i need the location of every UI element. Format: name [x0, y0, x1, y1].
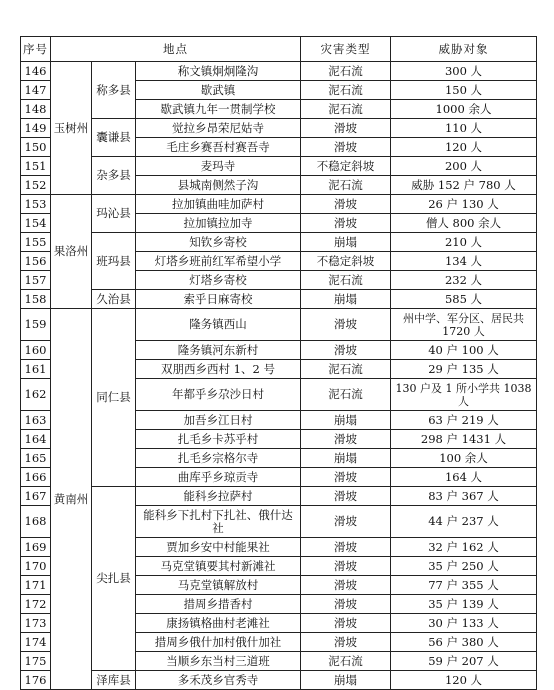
row-number: 160	[21, 341, 51, 360]
table-row	[21, 157, 537, 176]
row-number: 172	[21, 595, 51, 614]
county-cell: 同仁县	[92, 309, 136, 487]
location-cell: 索乎日麻寄校	[136, 290, 301, 309]
hazard-type-cell: 滑坡	[301, 557, 391, 576]
hazard-type-cell: 滑坡	[301, 538, 391, 557]
hazard-type-cell: 滑坡	[301, 195, 391, 214]
location-cell: 双朋西乡西村 1、2 号	[136, 360, 301, 379]
threat-cell: 120 人	[391, 671, 537, 690]
county-cell: 尖扎县	[92, 487, 136, 671]
header-location: 地点	[51, 37, 301, 62]
threat-cell: 59 户 207 人	[391, 652, 537, 671]
hazard-type-cell: 滑坡	[301, 341, 391, 360]
row-number: 155	[21, 233, 51, 252]
row-number: 161	[21, 360, 51, 379]
threat-cell: 100 余人	[391, 449, 537, 468]
row-number: 156	[21, 252, 51, 271]
row-number: 163	[21, 411, 51, 430]
threat-cell: 232 人	[391, 271, 537, 290]
location-cell: 称文镇炯炯隆沟	[136, 62, 301, 81]
location-cell: 拉加镇拉加寺	[136, 214, 301, 233]
location-cell: 歇武镇九年一贯制学校	[136, 100, 301, 119]
row-number: 175	[21, 652, 51, 671]
row-number: 152	[21, 176, 51, 195]
county-cell: 称多县	[92, 62, 136, 119]
location-cell: 措周乡俄什加村俄什加社	[136, 633, 301, 652]
hazard-type-cell: 泥石流	[301, 360, 391, 379]
location-cell: 扎毛乡宗格尔寺	[136, 449, 301, 468]
row-number: 169	[21, 538, 51, 557]
hazard-type-cell: 滑坡	[301, 576, 391, 595]
row-number: 171	[21, 576, 51, 595]
threat-cell: 26 户 130 人	[391, 195, 537, 214]
location-cell: 曲库乎乡琼贡寺	[136, 468, 301, 487]
hazard-type-cell: 崩塌	[301, 671, 391, 690]
location-cell: 措周乡措香村	[136, 595, 301, 614]
hazard-type-cell: 泥石流	[301, 62, 391, 81]
county-cell: 泽库县	[92, 671, 136, 690]
table-row	[21, 233, 537, 252]
location-cell: 隆务镇河东新村	[136, 341, 301, 360]
hazard-type-cell: 不稳定斜坡	[301, 157, 391, 176]
location-cell: 康扬镇格曲村老滩社	[136, 614, 301, 633]
threat-cell: 200 人	[391, 157, 537, 176]
table-row	[21, 671, 537, 690]
row-number: 147	[21, 81, 51, 100]
row-number: 148	[21, 100, 51, 119]
threat-cell: 110 人	[391, 119, 537, 138]
location-cell: 贾加乡安中村能果社	[136, 538, 301, 557]
location-cell: 歇武镇	[136, 81, 301, 100]
hazard-type-cell: 崩塌	[301, 290, 391, 309]
location-cell: 觉拉乡昂荣尼姑寺	[136, 119, 301, 138]
threat-cell: 298 户 1431 人	[391, 430, 537, 449]
location-cell: 能科乡拉萨村	[136, 487, 301, 506]
header-threat: 威胁对象	[391, 37, 537, 62]
threat-cell: 29 户 135 人	[391, 360, 537, 379]
row-number: 166	[21, 468, 51, 487]
hazard-type-cell: 泥石流	[301, 379, 391, 411]
location-cell: 年都乎乡尕沙日村	[136, 379, 301, 411]
threat-cell: 77 户 355 人	[391, 576, 537, 595]
row-number: 151	[21, 157, 51, 176]
hazard-type-cell: 滑坡	[301, 119, 391, 138]
table-row	[21, 290, 537, 309]
location-cell: 灯塔乡寄校	[136, 271, 301, 290]
hazard-type-cell: 泥石流	[301, 271, 391, 290]
prefecture-cell: 黄南州	[51, 309, 92, 690]
county-cell: 杂多县	[92, 157, 136, 195]
row-number: 164	[21, 430, 51, 449]
header-row	[21, 37, 537, 62]
row-number: 170	[21, 557, 51, 576]
row-number: 159	[21, 309, 51, 341]
hazard-type-cell: 滑坡	[301, 468, 391, 487]
row-number: 176	[21, 671, 51, 690]
threat-cell: 35 户 250 人	[391, 557, 537, 576]
threat-cell: 83 户 367 人	[391, 487, 537, 506]
hazard-type-cell: 滑坡	[301, 138, 391, 157]
threat-cell: 僧人 800 余人	[391, 214, 537, 233]
threat-cell: 300 人	[391, 62, 537, 81]
threat-cell: 150 人	[391, 81, 537, 100]
row-number: 153	[21, 195, 51, 214]
location-cell: 马克堂镇要其村新滩社	[136, 557, 301, 576]
hazard-type-cell: 滑坡	[301, 595, 391, 614]
threat-cell: 585 人	[391, 290, 537, 309]
threat-cell: 32 户 162 人	[391, 538, 537, 557]
location-cell: 知钦乡寄校	[136, 233, 301, 252]
threat-cell: 130 户及 1 所小学共 1038 人	[391, 379, 537, 411]
hazard-type-cell: 崩塌	[301, 411, 391, 430]
hazard-type-cell: 滑坡	[301, 214, 391, 233]
header-no: 序号	[21, 37, 51, 62]
threat-cell: 1000 余人	[391, 100, 537, 119]
table-row	[21, 487, 537, 506]
row-number: 150	[21, 138, 51, 157]
row-number: 146	[21, 62, 51, 81]
hazard-type-cell: 泥石流	[301, 100, 391, 119]
table-row	[21, 62, 537, 81]
threat-cell: 164 人	[391, 468, 537, 487]
location-cell: 隆务镇西山	[136, 309, 301, 341]
threat-cell: 35 户 139 人	[391, 595, 537, 614]
row-number: 165	[21, 449, 51, 468]
hazard-type-cell: 泥石流	[301, 652, 391, 671]
hazard-type-cell: 滑坡	[301, 309, 391, 341]
threat-cell: 40 户 100 人	[391, 341, 537, 360]
hazard-type-cell: 崩塌	[301, 233, 391, 252]
threat-cell: 120 人	[391, 138, 537, 157]
row-number: 168	[21, 506, 51, 538]
location-cell: 多禾茂乡官秀寺	[136, 671, 301, 690]
location-cell: 能科乡下扎村下扎社、俄什达社	[136, 506, 301, 538]
header-type: 灾害类型	[301, 37, 391, 62]
row-number: 158	[21, 290, 51, 309]
location-cell: 当顺乡东当村三道班	[136, 652, 301, 671]
location-cell: 拉加镇曲哇加萨村	[136, 195, 301, 214]
threat-cell: 56 户 380 人	[391, 633, 537, 652]
prefecture-cell: 果洛州	[51, 195, 92, 309]
hazard-type-cell: 滑坡	[301, 487, 391, 506]
hazard-type-cell: 泥石流	[301, 176, 391, 195]
table-row	[21, 195, 537, 214]
county-cell: 玛沁县	[92, 195, 136, 233]
location-cell: 马克堂镇解放村	[136, 576, 301, 595]
hazard-type-cell: 不稳定斜坡	[301, 252, 391, 271]
row-number: 154	[21, 214, 51, 233]
row-number: 157	[21, 271, 51, 290]
threat-cell: 134 人	[391, 252, 537, 271]
county-cell: 囊谦县	[92, 119, 136, 157]
row-number: 167	[21, 487, 51, 506]
hazard-type-cell: 滑坡	[301, 506, 391, 538]
row-number: 173	[21, 614, 51, 633]
threat-cell: 63 户 219 人	[391, 411, 537, 430]
county-cell: 班玛县	[92, 233, 136, 290]
county-cell: 久治县	[92, 290, 136, 309]
table-row	[21, 119, 537, 138]
location-cell: 加吾乡江日村	[136, 411, 301, 430]
row-number: 174	[21, 633, 51, 652]
threat-cell: 44 户 237 人	[391, 506, 537, 538]
row-number: 162	[21, 379, 51, 411]
hazard-type-cell: 滑坡	[301, 614, 391, 633]
hazard-type-cell: 滑坡	[301, 430, 391, 449]
threat-cell: 州中学、军分区、居民共 1720 人	[391, 309, 537, 341]
hazard-table	[20, 36, 537, 690]
threat-cell: 30 户 133 人	[391, 614, 537, 633]
location-cell: 县城南侧然子沟	[136, 176, 301, 195]
table-row	[21, 309, 537, 341]
location-cell: 灯塔乡班前红军希望小学	[136, 252, 301, 271]
threat-cell: 210 人	[391, 233, 537, 252]
hazard-type-cell: 崩塌	[301, 449, 391, 468]
threat-cell: 威胁 152 户 780 人	[391, 176, 537, 195]
location-cell: 麦玛寺	[136, 157, 301, 176]
row-number: 149	[21, 119, 51, 138]
location-cell: 扎毛乡卡苏乎村	[136, 430, 301, 449]
prefecture-cell: 玉树州	[51, 62, 92, 195]
location-cell: 毛庄乡赛吾村赛吾寺	[136, 138, 301, 157]
hazard-type-cell: 滑坡	[301, 633, 391, 652]
hazard-type-cell: 泥石流	[301, 81, 391, 100]
